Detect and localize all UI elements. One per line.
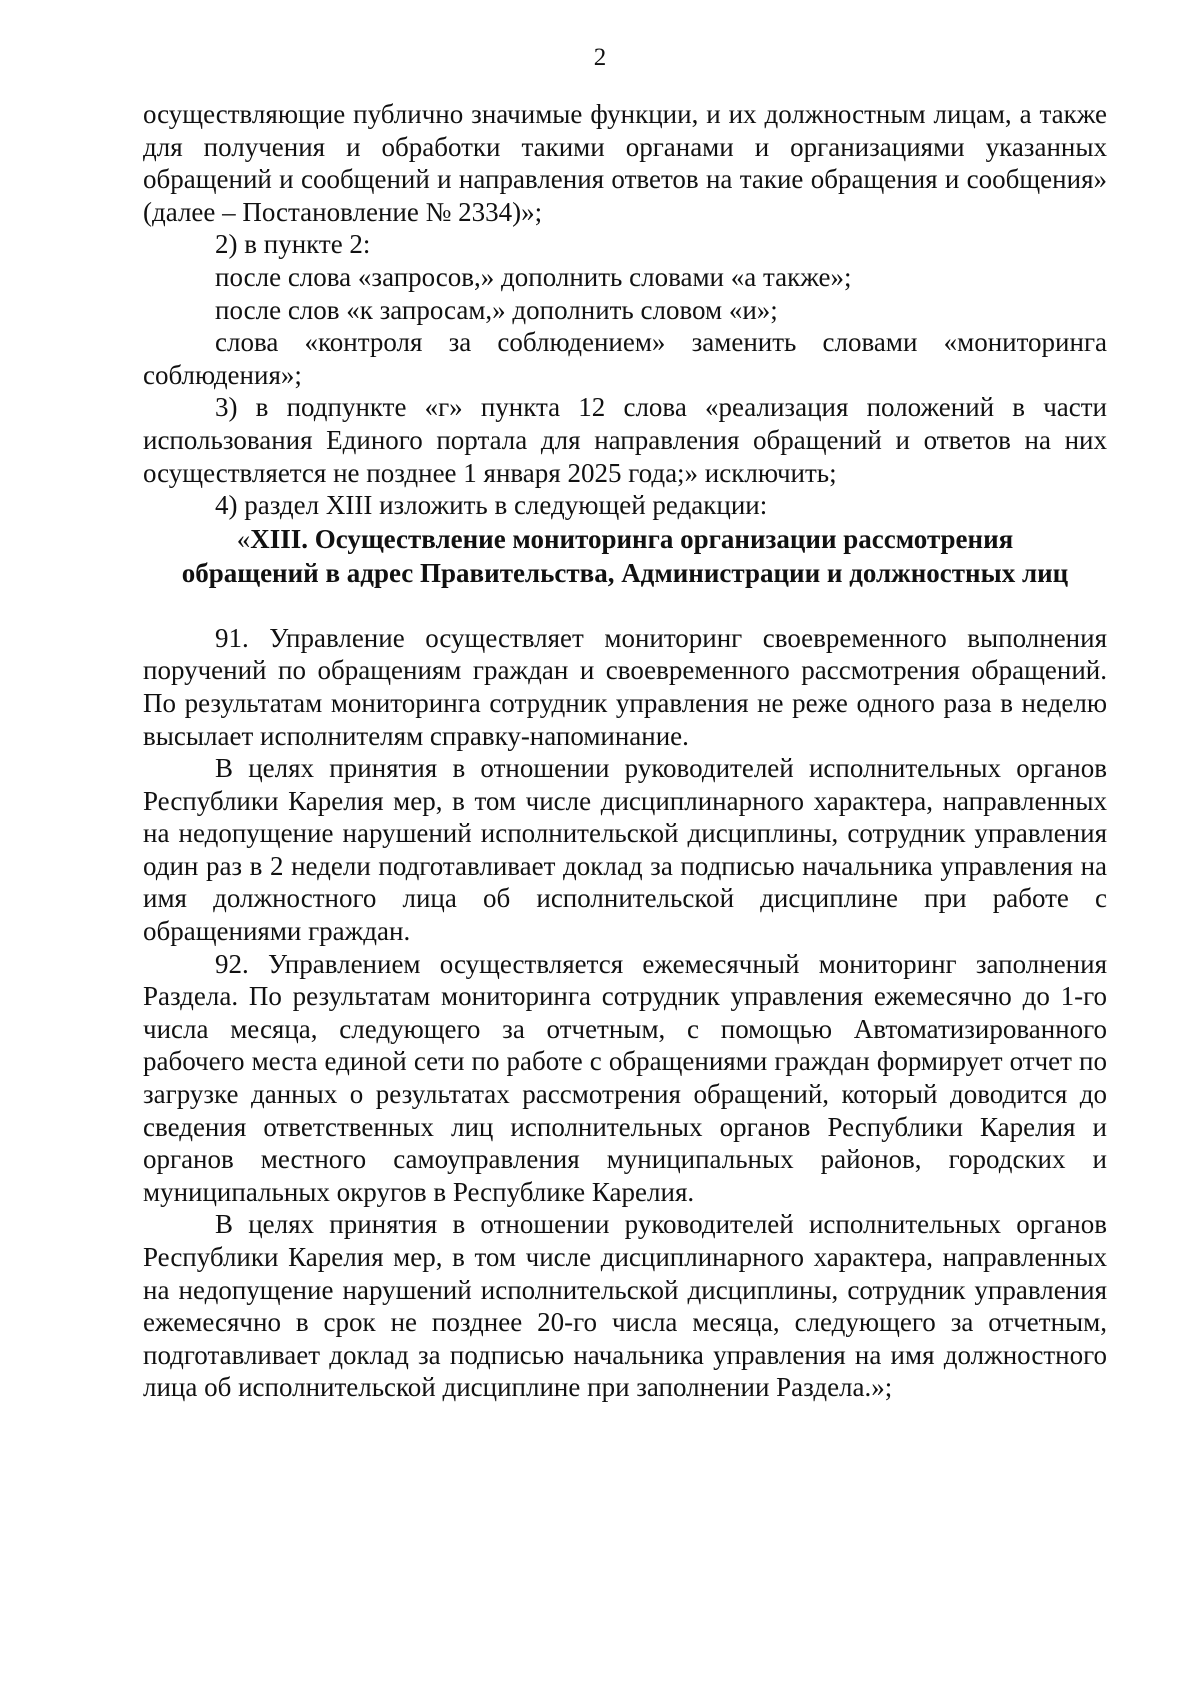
spacer xyxy=(143,590,1107,622)
paragraph-item-4: 4) раздел XIII изложить в следующей редакции: xyxy=(215,490,768,521)
section-heading xyxy=(143,522,1107,590)
section-heading-line-1: XIII. Осуществление мониторинга организации рассмотрения xyxy=(250,523,1014,554)
document-body xyxy=(143,98,1107,1404)
paragraph-item-2-c: слова «контроля за соблюдением» заменить словами «мониторинга соблюдения»; xyxy=(143,327,1107,390)
section-heading-line-2: обращений в адрес Правительства, Администрации и должностных лиц xyxy=(181,557,1069,588)
heading-open-quote: « xyxy=(236,523,251,554)
paragraph-92-second: В целях принятия в отношении руководителей исполнительных органов Республики Карелия мер, в том числе дисциплинарного характера, направленных на недопущение нарушений исполнительской дисциплины, сотрудник управления ежемесячно в срок не позднее 20-го числа месяца, следующего за отчетным, подготавливает доклад за подписью начальника управления на имя должностного лица об исполнительской дисциплине при заполнении Раздела.»; xyxy=(143,1209,1107,1403)
paragraph-item-2-a: после слова «запросов,» дополнить словами «а также»; xyxy=(215,261,852,292)
paragraph-continuation: осуществляющие публично значимые функции, и их должностным лицам, а также для получения и обработки такими органами и организациями указанных обращений и сообщений и направления ответов на такие обращения и сообщения» (далее – Постановление № 2334)»; xyxy=(143,99,1107,227)
page-number: 2 xyxy=(593,44,607,71)
paragraph-item-2-b: после слов «к запросам,» дополнить словом «и»; xyxy=(215,294,778,325)
paragraph-item-3: 3) в подпункте «г» пункта 12 слова «реализация положений в части использования Единого портала для направления обращений и ответов на них осуществляется не позднее 1 января 2025 года;» исключить; xyxy=(143,392,1107,488)
paragraph-92: 92. Управлением осуществляется ежемесячный мониторинг заполнения Раздела. По результатам мониторинга сотрудник управления ежемесячно до 1-го числа месяца, следующего за отчетным, с помощью Автоматизированного рабочего места единой сети по работе с обращениями граждан формирует отчет по загрузке данных о результатах рассмотрения обращений, который доводится до сведения ответственных лиц исполнительных органов Республики Карелия и органов местного самоуправления муниципальных районов, городских и муниципальных округов в Республике Карелия. xyxy=(143,948,1107,1207)
paragraph-91-second: В целях принятия в отношении руководителей исполнительных органов Республики Карелия мер, в том числе дисциплинарного характера, направленных на недопущение нарушений исполнительской дисциплины, сотрудник управления один раз в 2 недели подготавливает доклад за подписью начальника управления на имя должностного лица об исполнительской дисциплине при работе с обращениями граждан. xyxy=(143,753,1107,947)
paragraph-item-2: 2) в пункте 2: xyxy=(215,229,371,260)
paragraph-91: 91. Управление осуществляет мониторинг своевременного выполнения поручений по обращениям граждан и своевременного рассмотрения обращений. По результатам мониторинга сотрудник управления не реже одного раза в неделю высылает исполнителям справку-напоминание. xyxy=(143,622,1107,751)
